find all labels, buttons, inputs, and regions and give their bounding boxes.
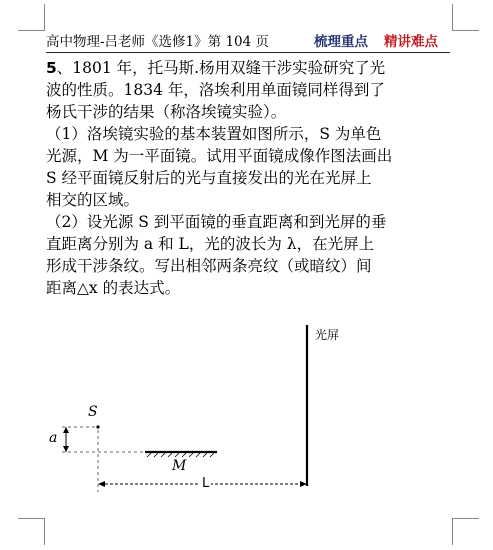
problem-line-7: 相交的区域。 [46, 191, 140, 209]
problem-line-1: 5、1801 年，托马斯.杨用双缝干涉实验研究了光 [46, 59, 386, 77]
problem-line-8: （2）设光源 S 到平面镜的垂直距离和到光屏的垂 [46, 213, 387, 231]
source-point [96, 425, 99, 428]
problem-line-11: 距离△x 的表达式。 [46, 279, 181, 297]
screen-label: 光屏 [315, 328, 340, 342]
problem-line-10: 形成干涉条纹。写出相邻两条亮纹（或暗纹）间 [46, 257, 372, 275]
header-title: 高中物理-吕老师《选修1》第 104 页 [46, 34, 270, 50]
problem-line-2: 波的性质。1834 年，洛埃利用单面镜同样得到了 [46, 81, 385, 99]
problem-line-5: 光源，M 为一平面镜。试用平面镜成像作图法画出 [46, 147, 393, 165]
mirror-label: M [172, 458, 187, 474]
height-label: a [49, 430, 58, 446]
distance-label: L [202, 476, 210, 491]
distance-arrow-left [98, 481, 105, 487]
problem-line-9: 直距离分别为 a 和 L，光的波长为 λ，在光屏上 [46, 235, 375, 253]
height-arrow-bottom [63, 446, 69, 452]
source-label: S [88, 404, 98, 420]
problem-line-4: （1）洛埃镜实验的基本装置如图所示，S 为单色 [46, 125, 382, 143]
header-tag-difficult-points: 精讲难点 [384, 34, 438, 50]
problem-line-6: S 经平面镜反射后的光与直接发出的光在光屏上 [46, 169, 372, 187]
header-tag-key-points: 梳理重点 [314, 34, 368, 50]
height-arrow-top [63, 427, 69, 433]
problem-number: 5 [46, 59, 57, 77]
problem-line-3: 杨氏干涉的结果（称洛埃镜实验）。 [46, 103, 287, 121]
